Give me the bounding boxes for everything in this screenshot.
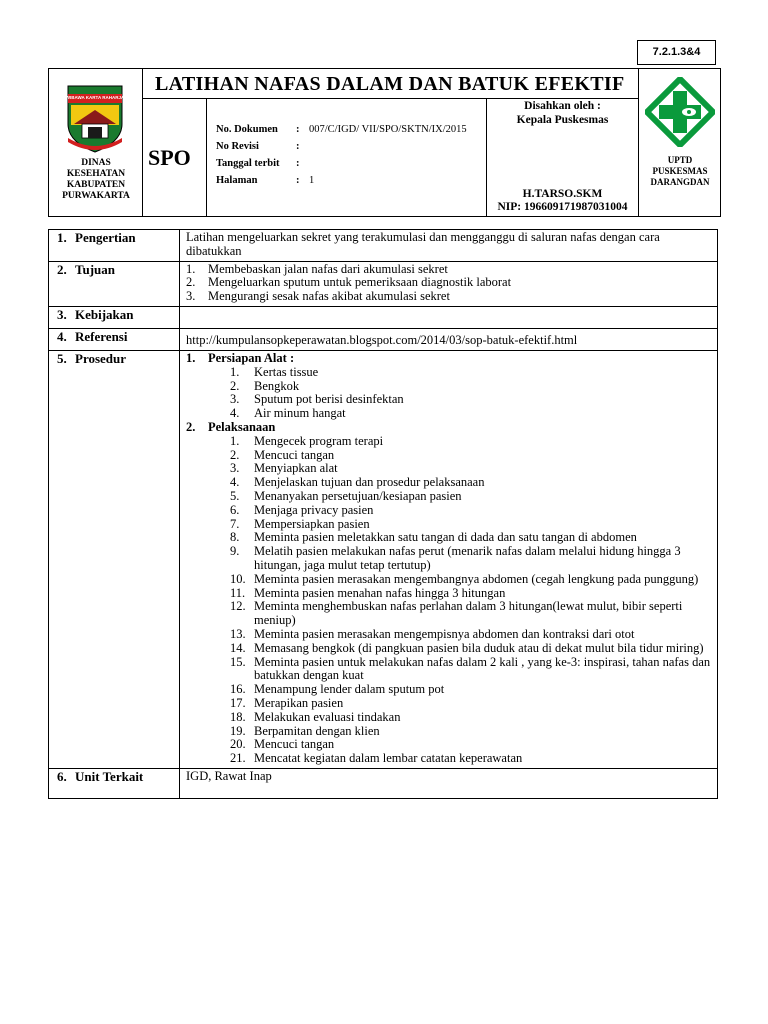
regency-crest-logo <box>60 80 130 154</box>
list-item: 1. Kertas tissue <box>230 364 319 379</box>
page-title: LATIHAN NAFAS DALAM DAN BATUK EFEKTIF <box>155 73 625 95</box>
kebijakan-text <box>180 306 718 328</box>
persiapan-list <box>230 366 713 421</box>
list-item: 2. Mencuci tangan <box>230 447 335 462</box>
label-prosedur: Prosedur <box>75 350 127 366</box>
row-tujuan: 2. Tujuan 1. Membebaskan jalan nafas dari akumulasi sekret 2. Mengeluarkan sputum untuk pemeriksaan diagnostik laborat 3. Mengurangi sesak nafas akibat akumulasi sekret <box>49 261 718 306</box>
approved-by-label: Disahkan oleh : <box>524 100 601 112</box>
puskesmas-cross-logo <box>645 77 715 147</box>
list-item: 5. Menanyakan persetujuan/kesiapan pasien <box>230 488 462 503</box>
pelaksanaan-list <box>230 435 713 766</box>
list-item: 8. Meminta pasien meletakkan satu tangan di dada dan satu tangan di abdomen <box>230 530 637 545</box>
list-item: 4. Air minum hangat <box>230 406 346 421</box>
unit-terkait-text: IGD, Rawat Inap <box>180 768 718 798</box>
section-persiapan: 1. Persiapan Alat : <box>186 350 295 365</box>
label-tujuan: Tujuan <box>75 261 115 277</box>
list-item: 2. Bengkok <box>230 378 300 393</box>
prosedur-content <box>180 350 718 768</box>
list-item: 14. Memasang bengkok (di pangkuan pasien bila duduk atau di dekat mulut bila tidur miring) <box>230 640 704 655</box>
right-organization: UPTD PUSKESMAS DARANGDAN <box>650 155 710 187</box>
list-item: 3. Mengurangi sesak nafas akibat akumulasi sekret <box>186 289 450 304</box>
row-kebijakan: 3. Kebijakan <box>49 306 718 328</box>
pengertian-text: Latihan mengeluarkan sekret yang terakumulasi dan mengganggu di saluran nafas dengan cara dibatukkan <box>180 230 718 262</box>
list-item: 4. Menjelaskan tujuan dan prosedur pelaksanaan <box>230 475 485 490</box>
crest-banner-text: WIBAWA KARTA RAHARJA <box>65 95 125 100</box>
list-item: 3. Menyiapkan alat <box>230 461 338 476</box>
approver <box>487 188 638 214</box>
list-item: 1. Membebaskan jalan nafas dari akumulasi sekret <box>186 261 448 276</box>
list-item: 11. Meminta pasien menahan nafas hingga 3 hitungan <box>230 585 506 600</box>
sop-table <box>48 229 718 799</box>
meta-row-issue-date: Tanggal terbit : <box>216 158 300 169</box>
referensi-link: http://kumpulansopkeperawatan.blogspot.com/2014/03/sop-batuk-efektif.html <box>180 328 718 350</box>
meta-row-document-number: No. Dokumen : 007/C/IGD/ VII/SPO/SKTN/IX/2015 <box>216 124 467 135</box>
row-referensi: 4. Referensi http://kumpulansopkeperawatan.blogspot.com/2014/03/sop-batuk-efektif.html <box>49 328 718 350</box>
list-item: 21. Mencatat kegiatan dalam lembar catatan keperawatan <box>230 751 523 766</box>
list-item: 20. Mencuci tangan <box>230 737 335 752</box>
list-item: 19. Berpamitan dengan klien <box>230 723 380 738</box>
spo-label: SPO <box>148 145 191 170</box>
left-organization: DINAS KESEHATAN KABUPATEN PURWAKARTA <box>62 158 130 201</box>
list-item: 6. Menjaga privacy pasien <box>230 502 374 517</box>
list-item: 9. Melatih pasien melakukan nafas perut (menarik nafas dalam melalui hidung hingga 3 hitungan, jaga mulut tetap tertutup) <box>230 544 681 572</box>
document-meta <box>216 124 486 194</box>
list-item: 2. Mengeluarkan sputum untuk pemeriksaan diagnostik laborat <box>186 275 512 290</box>
row-prosedur: 5. Prosedur 1. Persiapan Alat : 1. Kertas tissue 2. Bengkok 3. Sputum pot berisi desinfektan 4. Air minum hangat 2. Pelaksanaan 1. Mengecek program terapi 2. Mencuci tangan 3. Menyiapkan alat 4. Menjelaskan tujuan dan prosedur pelaksanaan 5. Menanyakan persetujuan/kesiapan pasien 6. Menjaga privacy pasien 7. Mempersiapkan pasien 8. Meminta pasien meletakkan satu tangan di dada dan satu tangan di abdomen 9. Melatih pasien melakukan nafas perut (menarik nafas dalam melalui hidung hingga 3 hitungan, jaga mulut tetap tertutup) 10. Meminta pasien merasakan mengembangnya abdomen (cegah lengkung pada punggung) 11. Meminta pasien menahan nafas hingga 3 hitungan 12. Meminta menghembuskan nafas perlahan dalam 3 hitungan(lewat mulut, bibir seperti meniup) 13. Meminta pasien merasakan mengempisnya abdomen dan kontraksi dari otot 14. Memasang bengkok (di pangkuan pasien bila duduk atau di dekat mulut bila tidur miring) 15. Meminta pasien untuk melakukan nafas dalam 2 kali , yang ke-3: inspirasi, tahan nafas dan batukkan dengan kuat 16. Menampung lender dalam sputum pot 17. Merapikan pasien 18. Melakukan evaluasi tindakan 19. Berpamitan dengan klien 20. Mencuci tangan 21. Mencatat kegiatan dalam lembar catatan keperawatan <box>49 350 718 768</box>
list-item: 13. Meminta pasien merasakan mengempisnya abdomen dan kontraksi dari otot <box>230 626 635 641</box>
tujuan-list <box>180 261 718 306</box>
document-code: 7.2.1.3&4 <box>637 40 716 65</box>
list-item: 1. Mengecek program terapi <box>230 433 384 448</box>
list-item: 10. Meminta pasien merasakan mengembangnya abdomen (cegah lengkung pada punggung) <box>230 571 699 586</box>
row-unit-terkait: 6. Unit Terkait IGD, Rawat Inap <box>49 768 718 798</box>
label-referensi: Referensi <box>75 328 128 344</box>
label-kebijakan: Kebijakan <box>75 306 134 322</box>
approver-nip: NIP: 196609171987031004 <box>497 201 628 213</box>
approval-block <box>487 99 638 127</box>
section-pelaksanaan: 2. Pelaksanaan <box>186 419 276 434</box>
approver-name: H.TARSO.SKM <box>522 188 603 200</box>
meta-row-revision: No Revisi : <box>216 141 300 152</box>
list-item: 7. Mempersiapkan pasien <box>230 516 370 531</box>
list-item: 18. Melakukan evaluasi tindakan <box>230 709 401 724</box>
label-pengertian: Pengertian <box>75 230 136 245</box>
approved-role: Kepala Puskesmas <box>516 114 609 126</box>
list-item: 16. Menampung lender dalam sputum pot <box>230 682 445 697</box>
list-item: 15. Meminta pasien untuk melakukan nafas dalam 2 kali , yang ke-3: inspirasi, tahan nafas dan batukkan dengan kuat <box>230 654 711 683</box>
meta-row-page: Halaman : 1 <box>216 175 315 186</box>
row-pengertian: 1. Pengertian Latihan mengeluarkan sekret yang terakumulasi dan mengganggu di saluran nafas dengan cara dibatukkan <box>49 230 718 262</box>
list-item: 17. Merapikan pasien <box>230 695 344 710</box>
list-item: 3. Sputum pot berisi desinfektan <box>230 392 404 407</box>
list-item: 12. Meminta menghembuskan nafas perlahan dalam 3 hitungan(lewat mulut, bibir seperti meniup) <box>230 599 683 628</box>
label-unit-terkait: Unit Terkait <box>75 768 144 784</box>
